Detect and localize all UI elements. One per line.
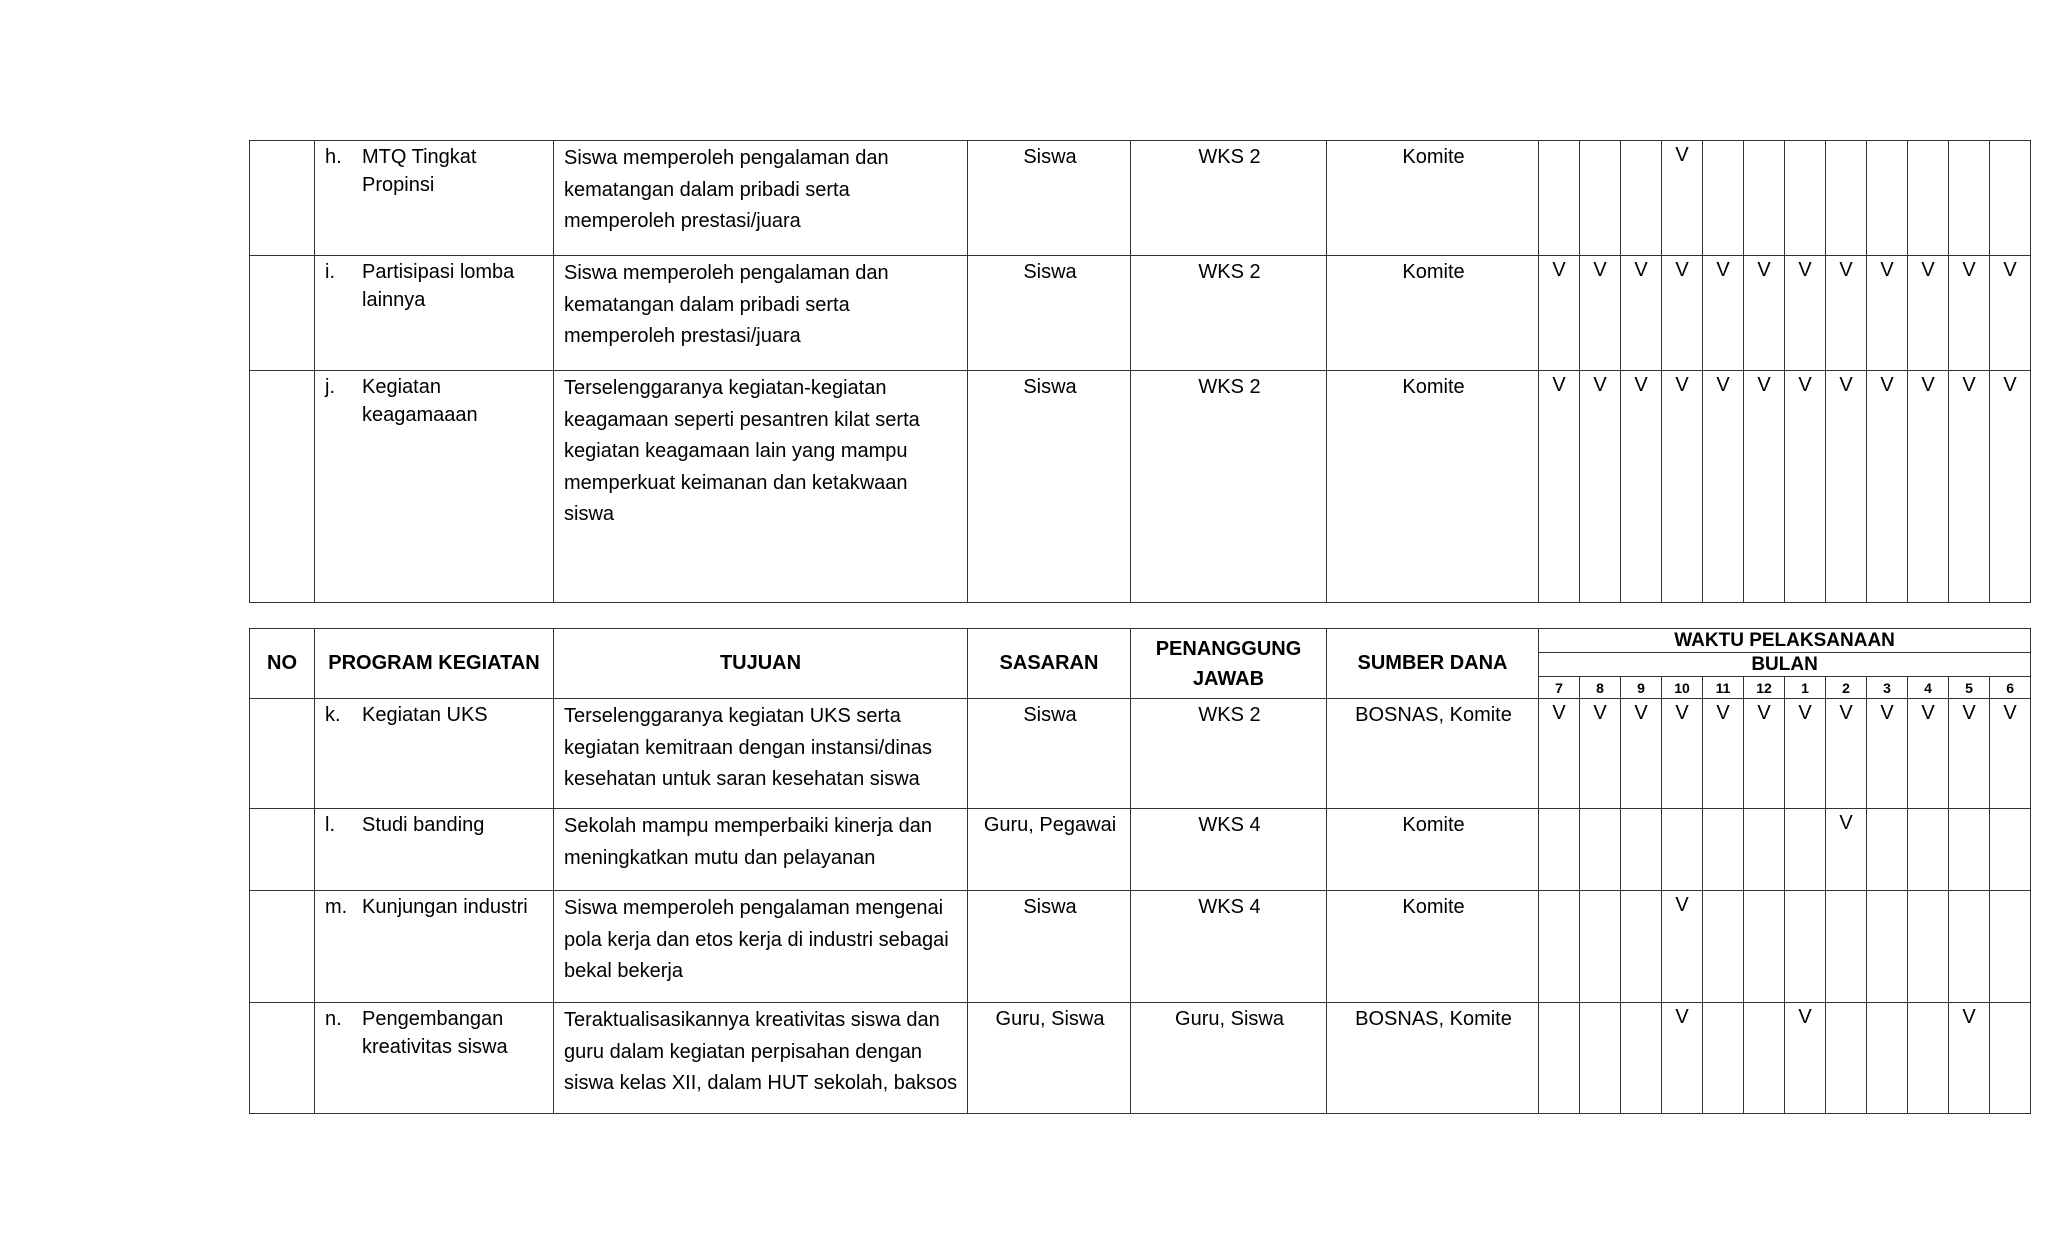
month-mark [1580,809,1621,891]
month-mark [1539,891,1580,1003]
month-mark: V [1785,1003,1826,1114]
month-header: 11 [1703,677,1744,699]
penanggung-jawab-cell: WKS 2 [1131,371,1327,603]
month-mark: V [1826,371,1867,603]
month-mark: V [1621,371,1662,603]
sasaran-cell: Siswa [968,891,1131,1003]
tujuan-cell: Siswa memperoleh pengalaman dan kematangan dalam pribadi serta memperoleh prestasi/juara [554,141,968,256]
program-name: Kunjungan industri [362,896,528,918]
program-table [249,628,2031,1114]
month-mark: V [1539,256,1580,371]
no-cell [250,256,315,371]
month-mark [1867,141,1908,256]
sumber-dana-cell: BOSNAS, Komite [1327,699,1539,809]
no-cell [250,891,315,1003]
no-cell [250,371,315,603]
month-mark: V [1785,371,1826,603]
sumber-dana-cell: Komite [1327,256,1539,371]
month-mark: V [1785,256,1826,371]
month-mark: V [1867,371,1908,603]
month-mark: V [1662,141,1703,256]
month-mark [1621,1003,1662,1114]
month-mark: V [1539,371,1580,603]
month-mark [1744,891,1785,1003]
month-mark: V [1580,371,1621,603]
month-mark: V [1621,699,1662,809]
no-cell [250,809,315,891]
month-mark [1744,809,1785,891]
month-mark: V [1949,256,1990,371]
program-label: k. [325,704,341,726]
program-label: n. [325,1008,342,1030]
month-mark [1785,141,1826,256]
program-name: MTQ Tingkat Propinsi [362,146,477,196]
header-penanggung-jawab: PENANGGUNG JAWAB [1131,629,1327,699]
sasaran-cell: Siswa [968,699,1131,809]
header-sumber-dana: SUMBER DANA [1327,629,1539,699]
program-name: Kegiatan UKS [362,704,488,726]
sasaran-cell: Siswa [968,256,1131,371]
month-mark [1744,1003,1785,1114]
month-header: 7 [1539,677,1580,699]
month-mark: V [1744,256,1785,371]
month-mark: V [1908,256,1949,371]
month-mark [1867,809,1908,891]
month-mark [1867,1003,1908,1114]
month-mark: V [1621,256,1662,371]
program-label: l. [325,814,335,836]
table-row [250,891,2031,1003]
month-header: 8 [1580,677,1621,699]
header-no: NO [250,629,315,699]
penanggung-jawab-cell: WKS 2 [1131,699,1327,809]
sumber-dana-cell: BOSNAS, Komite [1327,1003,1539,1114]
table-row [250,141,2031,256]
month-mark [1990,1003,2031,1114]
program-label: h. [325,146,342,168]
month-mark: V [1867,699,1908,809]
sumber-dana-cell: Komite [1327,141,1539,256]
month-mark: V [1949,699,1990,809]
month-header: 12 [1744,677,1785,699]
month-mark: V [1826,256,1867,371]
tujuan-cell: Sekolah mampu memperbaiki kinerja dan meningkatkan mutu dan pelayanan [554,809,968,891]
month-mark: V [1662,891,1703,1003]
month-mark: V [1662,371,1703,603]
month-mark: V [1867,256,1908,371]
program-label: i. [325,261,335,283]
month-mark [1621,141,1662,256]
month-mark [1990,141,2031,256]
month-header: 1 [1785,677,1826,699]
no-cell [250,1003,315,1114]
month-header: 5 [1949,677,1990,699]
table-row [250,371,2031,603]
month-mark [1539,141,1580,256]
month-mark: V [1785,699,1826,809]
month-mark: V [1662,1003,1703,1114]
program-label: j. [325,376,335,398]
month-mark: V [1826,699,1867,809]
penanggung-jawab-cell: WKS 2 [1131,256,1327,371]
sumber-dana-cell: Komite [1327,891,1539,1003]
month-header: 10 [1662,677,1703,699]
program-table-continued [249,140,2031,603]
month-mark [1785,809,1826,891]
month-mark: V [1703,256,1744,371]
program-cell [315,1003,554,1114]
program-cell [315,256,554,371]
program-name: Partisipasi lomba lainnya [362,261,515,311]
month-mark: V [1949,1003,1990,1114]
table-row [250,699,2031,809]
month-mark: V [1744,371,1785,603]
header-sasaran: SASARAN [968,629,1131,699]
month-mark: V [1908,699,1949,809]
tujuan-cell: Siswa memperoleh pengalaman dan kematangan dalam pribadi serta memperoleh prestasi/juara [554,256,968,371]
month-mark [1949,141,1990,256]
month-mark: V [1703,699,1744,809]
month-mark: V [1539,699,1580,809]
month-mark: V [1826,809,1867,891]
header-program: PROGRAM KEGIATAN [315,629,554,699]
sumber-dana-cell: Komite [1327,371,1539,603]
month-mark [1908,1003,1949,1114]
header-waktu-pelaksanaan: WAKTU PELAKSANAAN [1539,629,2031,653]
month-mark [1703,891,1744,1003]
month-mark: V [1990,371,2031,603]
month-header: 4 [1908,677,1949,699]
month-mark: V [1580,699,1621,809]
month-mark [1662,809,1703,891]
month-mark: V [1949,371,1990,603]
month-mark [1580,141,1621,256]
program-name: Kegiatan keagamaaan [362,376,478,426]
month-mark [1703,141,1744,256]
month-mark [1744,141,1785,256]
table-row [250,256,2031,371]
month-mark [1621,891,1662,1003]
penanggung-jawab-cell: WKS 4 [1131,891,1327,1003]
program-cell [315,891,554,1003]
month-mark [1580,1003,1621,1114]
month-mark [1949,809,1990,891]
program-cell [315,371,554,603]
month-mark [1949,891,1990,1003]
month-mark [1621,809,1662,891]
penanggung-jawab-cell: WKS 2 [1131,141,1327,256]
month-header: 2 [1826,677,1867,699]
sasaran-cell: Siswa [968,371,1131,603]
month-mark [1580,891,1621,1003]
table-row [250,1003,2031,1114]
month-mark: V [1744,699,1785,809]
penanggung-jawab-cell: WKS 4 [1131,809,1327,891]
month-mark [1785,891,1826,1003]
month-mark [1908,809,1949,891]
program-name: Pengembangan kreativitas siswa [362,1008,508,1058]
header-tujuan: TUJUAN [554,629,968,699]
month-mark: V [1703,371,1744,603]
month-mark [1826,891,1867,1003]
month-mark [1703,809,1744,891]
month-mark [1908,141,1949,256]
table-row [250,809,2031,891]
no-cell [250,699,315,809]
no-cell [250,141,315,256]
tujuan-cell: Siswa memperoleh pengalaman mengenai pola kerja dan etos kerja di industri sebagai bekal bekerja [554,891,968,1003]
month-mark: V [1990,699,2031,809]
month-mark [1990,809,2031,891]
program-cell [315,141,554,256]
month-mark [1826,1003,1867,1114]
month-mark [1703,1003,1744,1114]
header-bulan: BULAN [1539,653,2031,677]
sasaran-cell: Siswa [968,141,1131,256]
month-header: 3 [1867,677,1908,699]
program-cell [315,699,554,809]
month-mark [1908,891,1949,1003]
tujuan-cell: Teraktualisasikannya kreativitas siswa dan guru dalam kegiatan perpisahan dengan siswa kelas XII, dalam HUT sekolah, baksos [554,1003,968,1114]
sasaran-cell: Guru, Siswa [968,1003,1131,1114]
program-label: m. [325,896,348,918]
program-name: Studi banding [362,814,485,836]
sumber-dana-cell: Komite [1327,809,1539,891]
tujuan-cell: Terselenggaranya kegiatan-kegiatan keagamaan seperti pesantren kilat serta kegiatan keagamaan lain yang mampu memperkuat keimanan dan ketakwaan siswa [554,371,968,603]
month-header: 6 [1990,677,2031,699]
month-mark [1990,891,2031,1003]
month-mark: V [1662,256,1703,371]
month-mark [1826,141,1867,256]
month-mark [1867,891,1908,1003]
month-mark: V [1580,256,1621,371]
program-cell [315,809,554,891]
month-mark: V [1662,699,1703,809]
sasaran-cell: Guru, Pegawai [968,809,1131,891]
month-header: 9 [1621,677,1662,699]
month-mark [1539,1003,1580,1114]
month-mark: V [1908,371,1949,603]
tujuan-cell: Terselenggaranya kegiatan UKS serta kegiatan kemitraan dengan instansi/dinas kesehatan untuk saran kesehatan siswa [554,699,968,809]
penanggung-jawab-cell: Guru, Siswa [1131,1003,1327,1114]
month-mark [1539,809,1580,891]
month-mark: V [1990,256,2031,371]
